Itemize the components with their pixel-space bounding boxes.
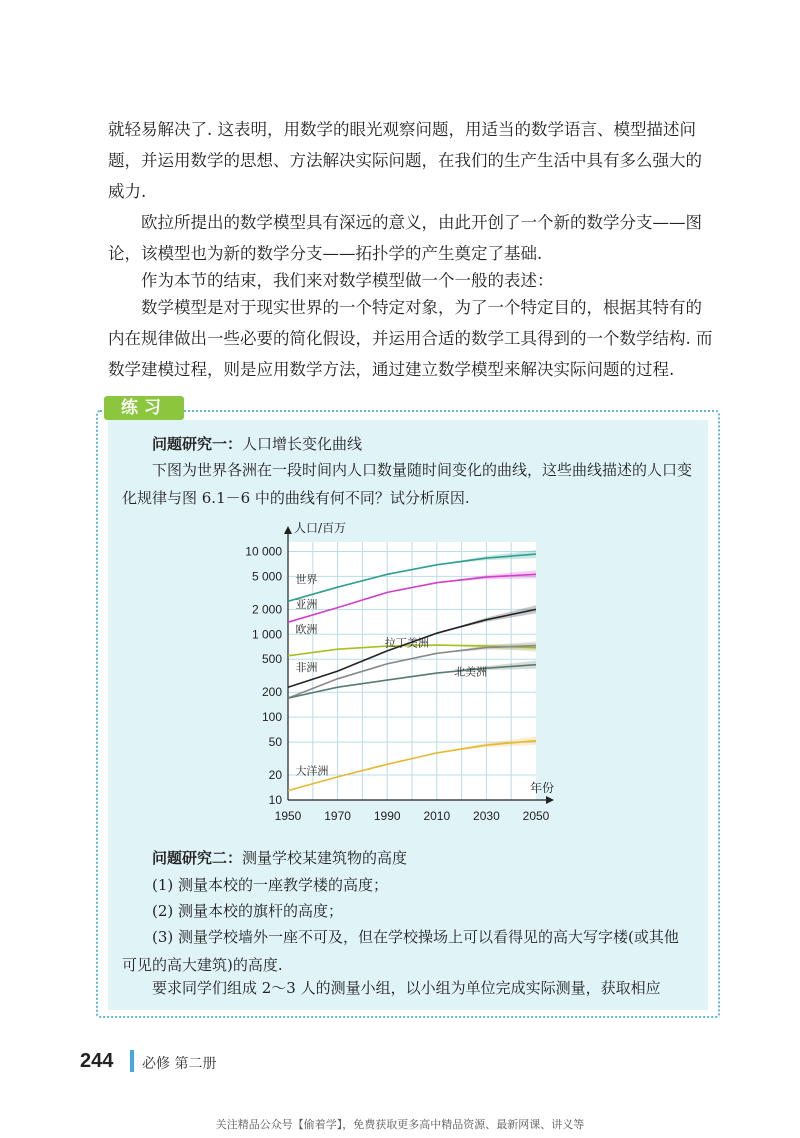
y-tick-label: 500 [261,652,282,667]
question-2-item-2: (2) 测量本校的旗杆的高度； [152,902,344,920]
y-tick-label: 2 000 [251,602,282,617]
y-tick-label: 100 [261,710,282,725]
question-2-heading [152,844,692,872]
x-tick-label: 1970 [324,809,351,823]
x-tick-label: 2050 [522,809,550,823]
series-label: 欧洲 [295,622,318,636]
y-tick-label: 5 000 [251,569,282,584]
x-axis-label: 年份 [529,781,554,795]
series-label: 亚洲 [295,597,318,611]
page-number: 244 [80,1050,114,1072]
x-axis-arrow [546,796,554,804]
series-label: 世界 [295,573,318,587]
question-2-item-1: (1) 测量本校的一座教学楼的高度； [152,876,389,894]
y-tick-label: 10 000 [245,544,282,559]
question-1-heading [152,430,692,458]
x-tick-label: 1950 [274,809,302,823]
exercise-tab: 练习 [104,396,184,420]
y-tick-label: 50 [268,735,282,750]
series-label: 大洋洲 [295,764,329,778]
paragraph-3: 作为本节的结束，我们来对数学模型做一个一般的表述： [141,271,554,290]
paragraph-4: 数学模型是对于现实世界的一个特定对象，为了一个特定目的，根据其特有的内在规律做出一些必要的简化假设，并运用合适的数学工具得到的一个数学结构. 而数学建模过程，则是应用数学方法，通过建立数学模型来解决实际问题的过程. [108,298,713,379]
y-axis-label: 人口/百万 [294,521,347,535]
question-2-title: 问题研究二： [152,849,243,867]
series-label: 非洲 [295,660,318,674]
y-tick-label: 20 [268,768,282,783]
y-axis-arrow [284,526,292,534]
population-chart-svg [232,520,572,830]
question-2-text: 要求同学们组成 2～3 人的测量小组，以小组为单位完成实际测量，获取相应 [152,979,661,997]
x-tick-label: 1990 [373,809,401,823]
paragraph-2: 欧拉所提出的数学模型具有深远的意义，由此开创了一个新的数学分支——图论，该模型也为新的数学分支——拓扑学的产生奠定了基础. [108,213,702,263]
question-2-item-3: (3) 测量学校墙外一座不可及，但在学校操场上可以看得见的高大写字楼(或其他可见的高大建筑)的高度. [122,928,679,974]
paragraph-1: 就轻易解决了. 这表明，用数学的眼光观察问题，用适当的数学语言、模型描述问题，并运用数学的思想、方法解决实际问题，在我们的生产生活中具有多么强大的威力. [108,120,702,201]
page-number-bar [130,1050,134,1072]
y-tick-label: 200 [261,685,282,700]
watermark-footer: 关注精品公众号【偷着学】，免费获取更多高中精品资源、最新网课、讲义等 [215,1118,585,1131]
y-tick-label: 10 [268,793,282,807]
y-tick-label: 1 000 [251,627,282,642]
x-tick-label: 2030 [473,809,500,823]
x-tick-label: 2010 [423,809,451,823]
series-label: 北美洲 [454,665,488,679]
question-1-subtitle: 人口增长变化曲线 [242,435,363,453]
question-1-title: 问题研究一： [152,435,243,453]
question-1-text: 下图为世界各洲在一段时间内人口数量随时间变化的曲线，这些曲线描述的人口变化规律与图 6.1－6 中的曲线有何不同？试分析原因. [122,461,693,507]
question-2-subtitle: 测量学校某建筑物的高度 [242,849,408,867]
population-chart [232,520,572,830]
series-label: 拉丁美洲 [384,636,429,650]
book-title: 必修 第二册 [142,1056,217,1072]
